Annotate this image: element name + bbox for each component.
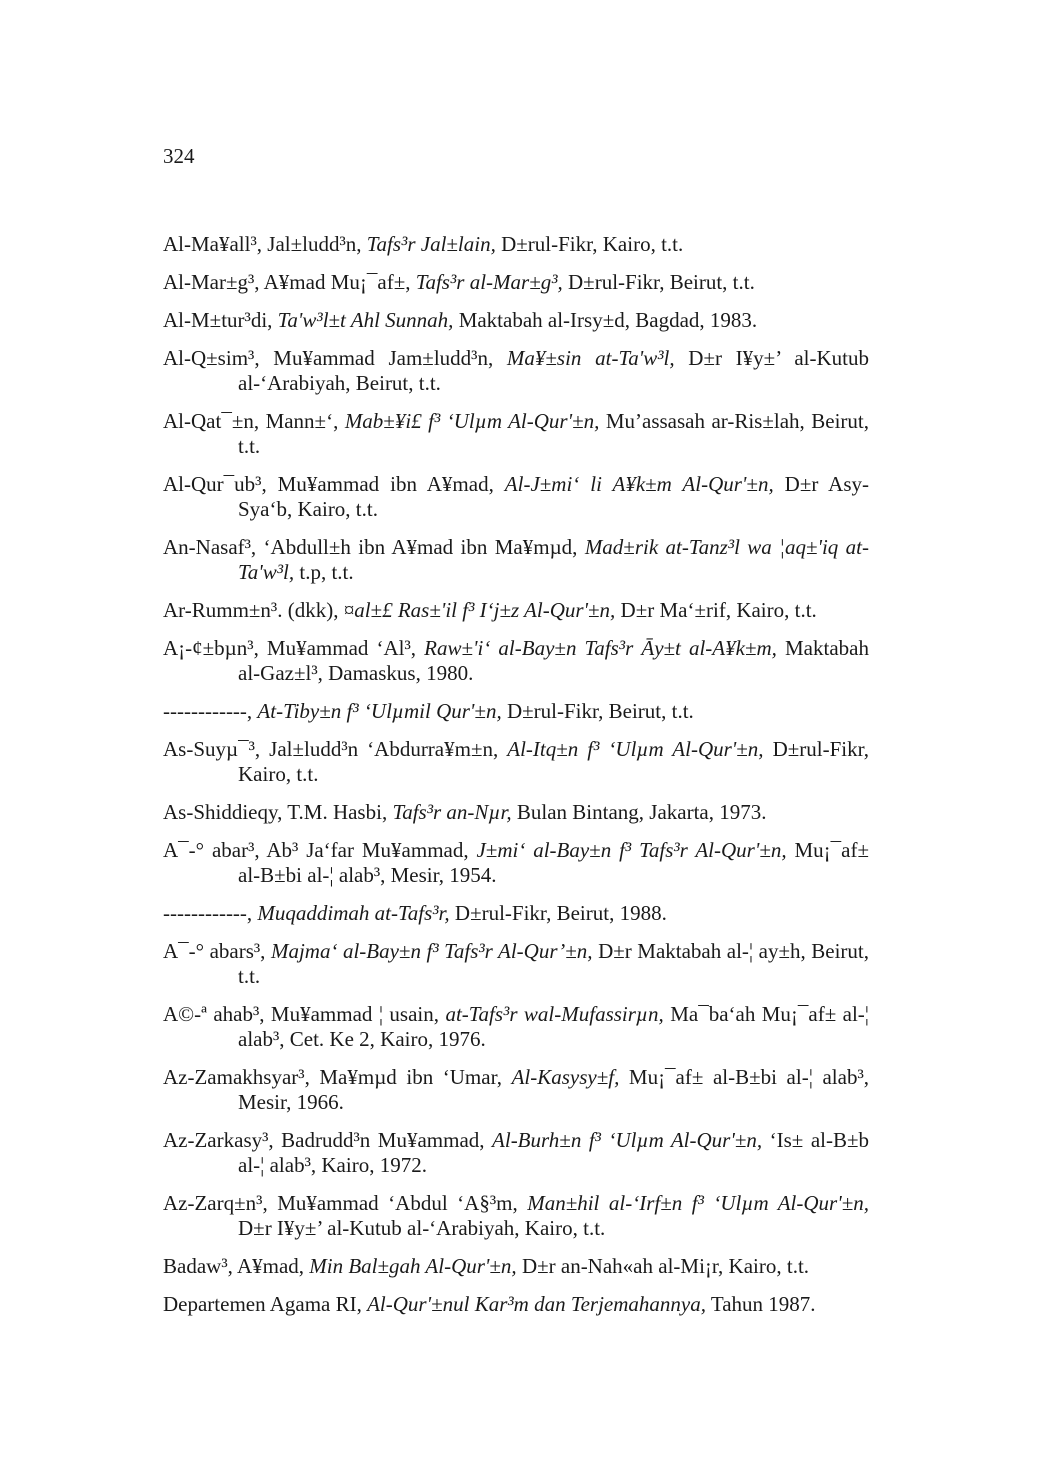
bibliography-entry: Az-Zarq±n³, Mu¥ammad ‘Abdul ‘A§³m, Man±hil al-‘Irf±n f³ ‘Ulµm Al-Qur'±n, D±r I¥y±’ al-Kutub al-‘Arabiyah, Kairo, t.t. — [163, 1191, 869, 1240]
bibliography-entry: Al-Qur¯ub³, Mu¥ammad ibn A¥mad, Al-J±mi‘ li A¥k±m Al-Qur'±n, D±r Asy-Sya‘b, Kairo, t.t. — [163, 472, 869, 521]
bibliography-entry: Badaw³, A¥mad, Min Bal±gah Al-Qur'±n, D±r an-Nah«ah al-Mi¡r, Kairo, t.t. — [163, 1254, 810, 1278]
bibliography-entry: As-Suyµ¯³, Jal±ludd³n ‘Abdurra¥m±n, Al-Itq±n f³ ‘Ulµm Al-Qur'±n, D±rul-Fikr, Kairo, t.t. — [163, 737, 869, 786]
bibliography-entry: Az-Zamakhsyar³, Ma¥mµd ibn ‘Umar, Al-Kasysy±f, Mu¡¯af± al-B±bi al-¦ alab³, Mesir, 1966. — [163, 1065, 869, 1114]
bibliography-entry: A¯-° abar³, Ab³ Ja‘far Mu¥ammad, J±mi‘ al-Bay±n f³ Tafs³r Al-Qur'±n, Mu¡¯af± al-B±bi al-¦ alab³, Mesir, 1954. — [163, 838, 869, 887]
bibliography-entry: A¡-¢±bµn³, Mu¥ammad ‘Al³, Raw±'i‘ al-Bay±n Tafs³r Āy±t al-A¥k±m, Maktabah al-Gaz±l³, Damaskus, 1980. — [163, 636, 869, 685]
bibliography-list — [163, 232, 869, 1330]
bibliography-entry: A©-ª ahab³, Mu¥ammad ¦ usain, at-Tafs³r wal-Mufassirµn, Ma¯ba‘ah Mu¡¯af± al-¦ alab³, Cet. Ke 2, Kairo, 1976. — [163, 1002, 870, 1051]
bibliography-entry: Al-Qat¯±n, Mann±‘, Mab±¥i£ f³ ‘Ulµm Al-Qur'±n, Mu’assasah ar-Ris±lah, Beirut, t.t. — [163, 409, 869, 458]
bibliography-entry: Al-Q±sim³, Mu¥ammad Jam±ludd³n, Ma¥±sin at-Ta'w³l, D±r I¥y±’ al-Kutub al-‘Arabiyah, Beirut, t.t. — [163, 346, 869, 395]
bibliography-entry: Departemen Agama RI, Al-Qur'±nul Kar³m dan Terjemahannya, Tahun 1987. — [163, 1292, 816, 1316]
bibliography-entry: As-Shiddieqy, T.M. Hasbi, Tafs³r an-Nµr, Bulan Bintang, Jakarta, 1973. — [163, 800, 767, 824]
bibliography-entry: Al-Ma¥all³, Jal±ludd³n, Tafs³r Jal±lain, D±rul-Fikr, Kairo, t.t. — [163, 232, 684, 256]
bibliography-entry: A¯-° abars³, Majma‘ al-Bay±n f³ Tafs³r Al-Qur’±n, D±r Maktabah al-¦ ay±h, Beirut, t.t. — [163, 939, 869, 988]
bibliography-entry: ------------, Muqaddimah at-Tafs³r, D±rul-Fikr, Beirut, 1988. — [163, 901, 667, 925]
bibliography-entry: Ar-Rumm±n³. (dkk), ¤al±£ Ras±'il f³ I‘j±z Al-Qur'±n, D±r Ma‘±rif, Kairo, t.t. — [163, 598, 817, 622]
bibliography-entry: Az-Zarkasy³, Badrudd³n Mu¥ammad, Al-Burh±n f³ ‘Ulµm Al-Qur'±n, ‘Is± al-B±b al-¦ alab³, Kairo, 1972. — [163, 1128, 869, 1177]
bibliography-entry: Al-Mar±g³, A¥mad Mu¡¯af±, Tafs³r al-Mar±g³, D±rul-Fikr, Beirut, t.t. — [163, 270, 755, 294]
bibliography-entry: ------------, At-Tiby±n f³ ‘Ulµmil Qur'±n, D±rul-Fikr, Beirut, t.t. — [163, 699, 694, 723]
page-number: 324 — [163, 144, 195, 168]
bibliography-entry: Al-M±tur³di, Ta'w³l±t Ahl Sunnah, Maktabah al-Irsy±d, Bagdad, 1983. — [163, 308, 758, 332]
bibliography-entry: An-Nasaf³, ‘Abdull±h ibn A¥mad ibn Ma¥mµd, Mad±rik at-Tanz³l wa ¦aq±'iq at-Ta'w³l, t.p, t.t. — [163, 535, 870, 584]
